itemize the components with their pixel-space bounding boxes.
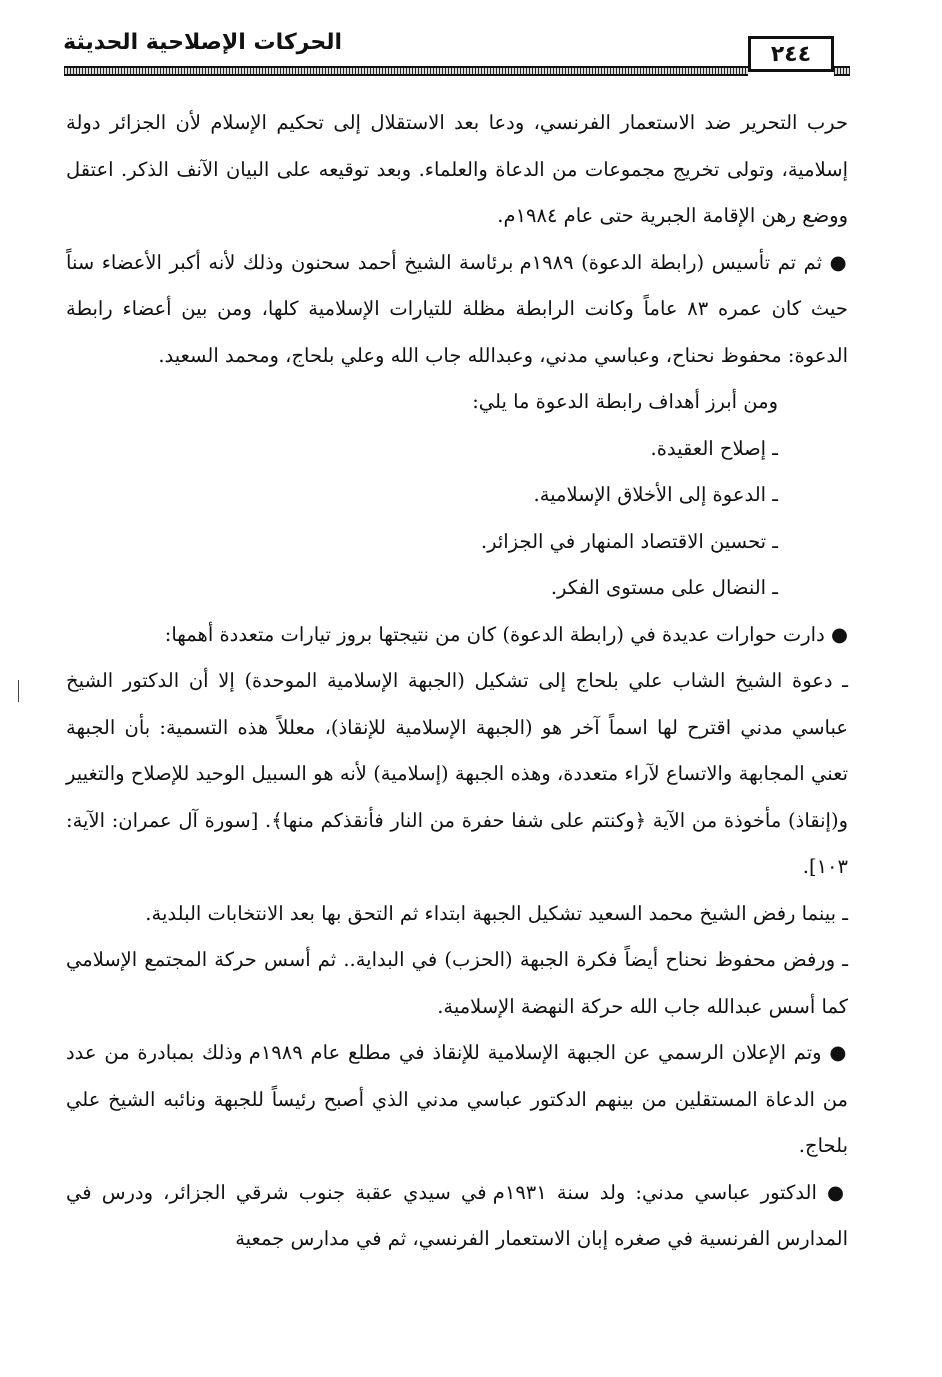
- page-number: ٢٤٤: [748, 36, 834, 72]
- paragraph-nahnah: ـ ورفض محفوظ نحناح أيضاً فكرة الجبهة (الحزب) في البداية.. ثم أسس حركة المجتمع الإسلامي كما أسس عبدالله جاب الله حركة النهضة الإسلامية.: [66, 948, 848, 1018]
- paragraph-dialogues: ● دارت حوارات عديدة في (رابطة الدعوة) كان من نتيجتها بروز تيارات متعددة أهمها:: [164, 622, 848, 646]
- goals-intro: ومن أبرز أهداف رابطة الدعوة ما يلي:: [472, 390, 778, 413]
- paragraph-madani: ● الدكتور عباسي مدني: ولد سنة ١٩٣١م في سيدي عقبة جنوب شرقي الجزائر، ودرس في المدارس الفرنسية في صغره إبان الاستعمار الفرنسي، ثم في مدارس جمعية: [66, 1180, 848, 1250]
- paragraph-2: ● ثم تم تأسيس (رابطة الدعوة) ١٩٨٩م برئاسة الشيخ أحمد سحنون وذلك لأنه أكبر الأعضاء سناً حيث كان عمره ٨٣ عاماً وكانت الرابطة مظلة للتيارات الإسلامية كلها، ومن بين أعضاء رابطة الدعوة: محفوظ نحناح، وعباسي مدني، وعبدالله جاب الله وعلي بلحاج، ومحمد السعيد.: [66, 250, 848, 367]
- page-header: [64, 28, 850, 80]
- header-rule: [64, 66, 748, 76]
- page-body: [66, 100, 848, 1263]
- header-rule-right: [834, 66, 850, 76]
- paragraph-1: حرب التحرير ضد الاستعمار الفرنسي، ودعا بعد الاستقلال إلى تحكيم الإسلام لأن الجزائر دولة إسلامية، وتولى تخريج مجموعات من الدعاة والعلماء. وبعد توقيعه على البيان الآنف الذكر. اعتقل ووضع رهن الإقامة الجبرية حتى عام ١٩٨٤م.: [66, 111, 848, 227]
- running-title: الحركات الإصلاحية الحديثة: [63, 30, 342, 55]
- paragraph-announcement: ● وتم الإعلان الرسمي عن الجبهة الإسلامية للإنقاذ في مطلع عام ١٩٨٩م وذلك بمبادرة من عدد من الدعاة المستقلين من بينهم الدكتور عباسي مدني الذي أصبح رئيساً للجبهة ونائبه الشيخ علي بلحاج.: [66, 1041, 848, 1157]
- goal-item-3: ـ تحسين الاقتصاد المنهار في الجزائر.: [480, 529, 778, 553]
- goal-item-2: ـ الدعوة إلى الأخلاق الإسلامية.: [533, 483, 778, 506]
- paragraph-belhadj: ـ دعوة الشيخ الشاب علي بلحاج إلى تشكيل (الجبهة الإسلامية الموحدة) إلا أن الدكتور الشيخ عباسي مدني اقترح لها اسماً آخر هو (الجبهة الإسلامية للإنقاذ)، معللاً هذه التسمية: بأن الجبهة تعني المجابهة والاتساع لآراء متعددة، وهذه الجبهة (إسلامية) لأنه هو السبيل الوحيد للإصلاح والتغيير و(إنقاذ) مأخوذة من الآية ﴿وكنتم على شفا حفرة من النار فأنقذكم منها﴾. [سورة آل عمران: الآية: ١٠٣].: [66, 669, 848, 878]
- margin-mark: [18, 680, 19, 702]
- paragraph-said: ـ بينما رفض الشيخ محمد السعيد تشكيل الجبهة ابتداء ثم التحق بها بعد الانتخابات البلدية.: [145, 901, 848, 925]
- goal-item-4: ـ النضال على مستوى الفكر.: [550, 576, 778, 599]
- goal-item-1: ـ إصلاح العقيدة.: [650, 436, 778, 460]
